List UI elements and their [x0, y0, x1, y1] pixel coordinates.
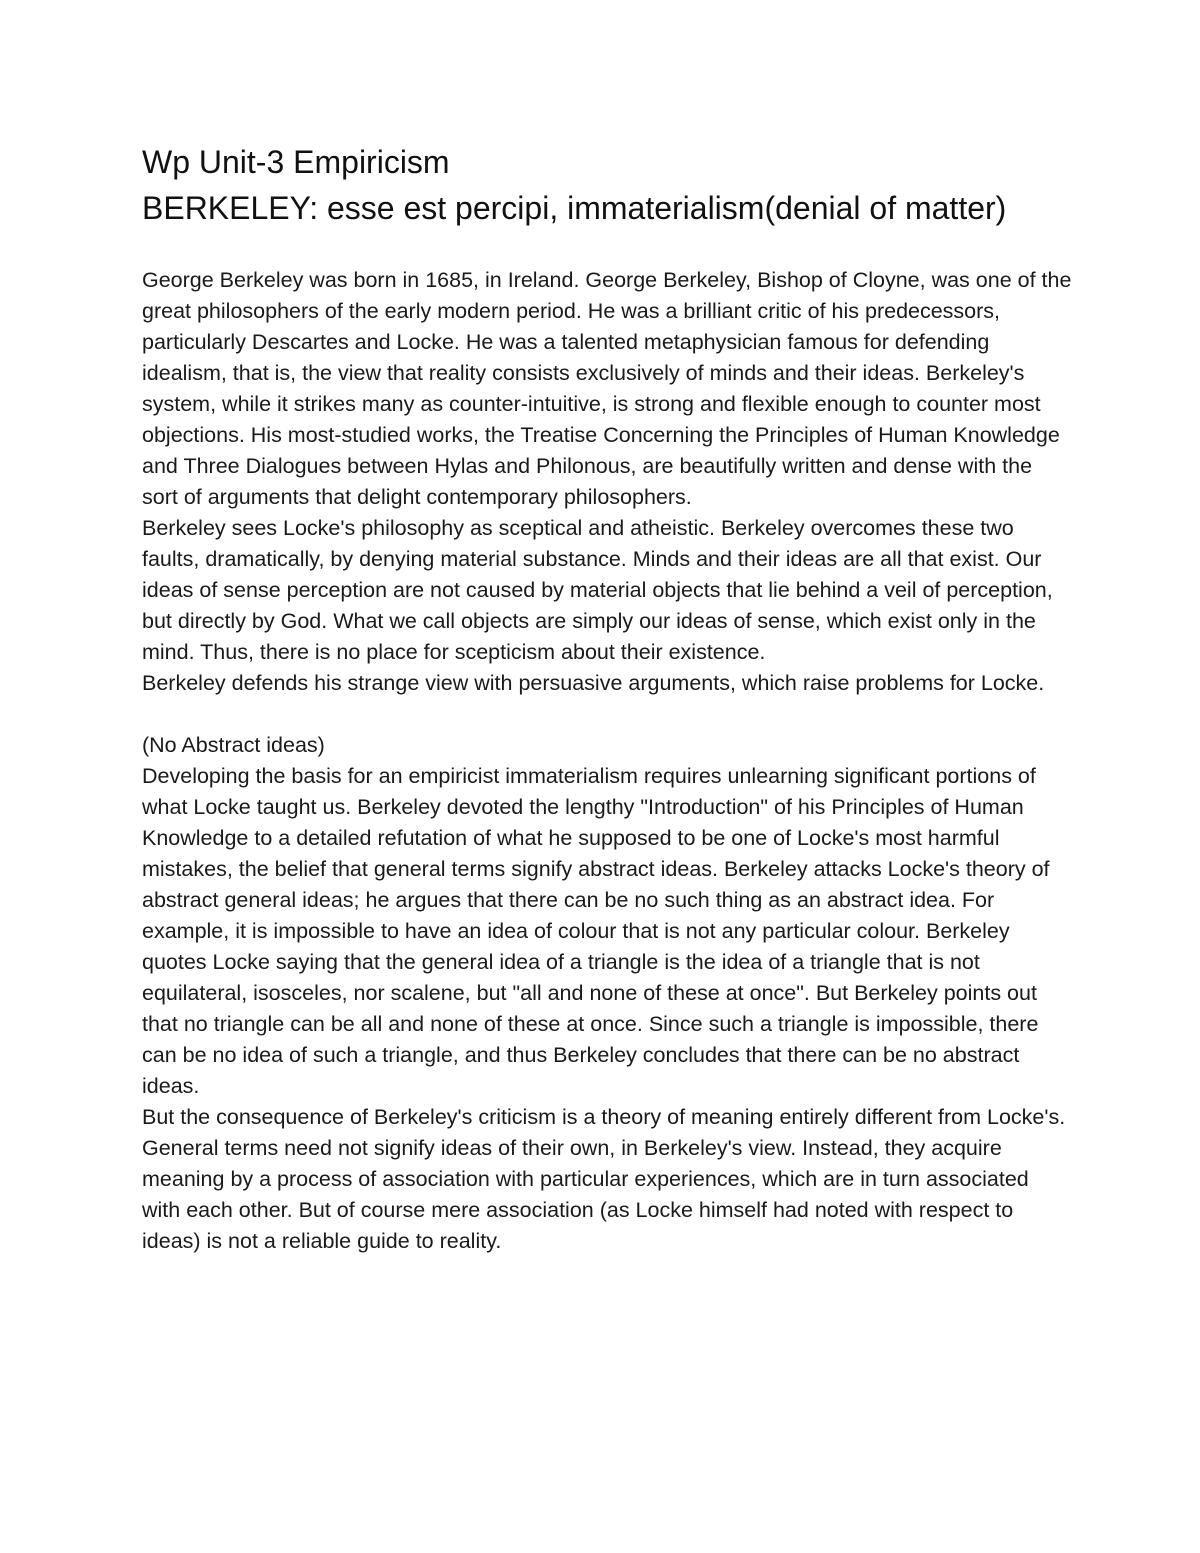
- paragraph-abstract-ideas: Developing the basis for an empiricist immaterialism requires unlearning significant portions of what Locke taught us. Berkeley devoted the lengthy "Introduction" of his Principles of Human Knowledge to a detailed refutation of what he supposed to be one of Locke's most harmful mistakes, the belief that general terms signify abstract ideas. Berkeley attacks Locke's theory of abstract general ideas; he argues that there can be no such thing as an abstract idea. For example, it is impossible to have an idea of colour that is not any particular colour. Berkeley quotes Locke saying that the general idea of a triangle is the idea of a triangle that is not equilateral, isosceles, nor scalene, but "all and none of these at once". But Berkeley points out that no triangle can be all and none of these at once. Since such a triangle is impossible, there can be no idea of such a triangle, and thus Berkeley concludes that there can be no abstract ideas.: [142, 764, 1050, 1098]
- document-page: [142, 140, 1072, 1257]
- spacer: [142, 699, 1072, 730]
- section-heading-abstract-ideas: (No Abstract ideas): [142, 733, 325, 757]
- paragraph-locke-critique: Berkeley sees Locke's philosophy as sceptical and atheistic. Berkeley overcomes these two faults, dramatically, by denying material substance. Minds and their ideas are all that exist. Our ideas of sense perception are not caused by material objects that lie behind a veil of perception, but directly by God. What we call objects are simply our ideas of sense, which exist only in the mind. Thus, there is no place for scepticism about their existence.: [142, 516, 1053, 664]
- spacer: [142, 232, 1072, 265]
- document-title: Wp Unit-3 Empiricism: [142, 144, 450, 180]
- document-subtitle: BERKELEY: esse est percipi, immaterialism(denial of matter): [142, 190, 1007, 226]
- paragraph-intro: George Berkeley was born in 1685, in Ireland. George Berkeley, Bishop of Cloyne, was one of the great philosophers of the early modern period. He was a brilliant critic of his predecessors, particularly Descartes and Locke. He was a talented metaphysician famous for defending idealism, that is, the view that reality consists exclusively of minds and their ideas. Berkeley's system, while it strikes many as counter-intuitive, is strong and flexible enough to counter most objections. His most-studied works, the Treatise Concerning the Principles of Human Knowledge and Three Dialogues between Hylas and Philonous, are beautifully written and dense with the sort of arguments that delight contemporary philosophers.: [142, 268, 1072, 509]
- paragraph-theory-of-meaning: But the consequence of Berkeley's criticism is a theory of meaning entirely different from Locke's. General terms need not signify ideas of their own, in Berkeley's view. Instead, they acquire meaning by a process of association with particular experiences, which are in turn associated with each other. But of course mere association (as Locke himself had noted with respect to ideas) is not a reliable guide to reality.: [142, 1105, 1066, 1253]
- paragraph-arguments: Berkeley defends his strange view with persuasive arguments, which raise problems for Locke.: [142, 671, 1045, 695]
